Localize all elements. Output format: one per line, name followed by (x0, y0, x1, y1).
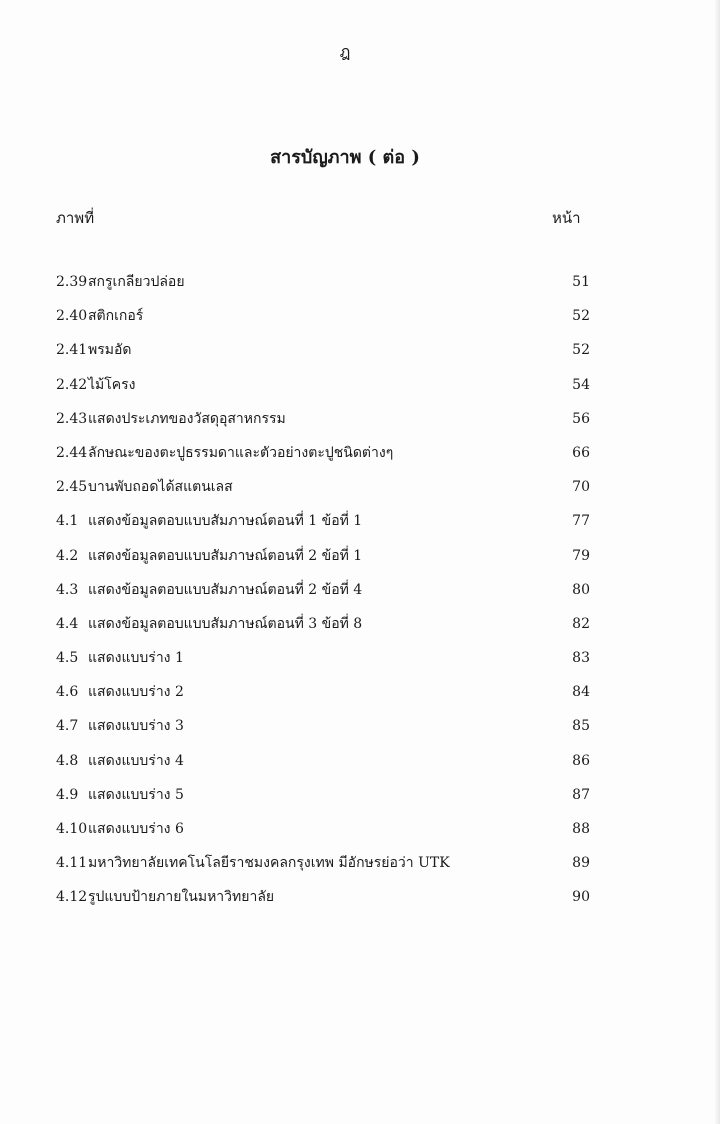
figure-page: 85 (572, 718, 590, 735)
figure-caption: แสดงประเภทของวัสดุอุสาหกรรม (88, 410, 286, 427)
figure-page: 52 (572, 342, 590, 359)
figure-page: 83 (572, 650, 590, 667)
column-header-page: หน้า (552, 209, 581, 227)
figure-page: 77 (572, 513, 590, 530)
figure-page: 51 (572, 274, 590, 290)
figure-caption: บานพับถอดได้สแตนเลส (88, 479, 233, 496)
figure-caption: แสดงแบบร่าง 4 (88, 752, 184, 769)
figure-caption: มหาวิทยาลัยเทคโนโลยีราชมงคลกรุงเทพ มีอักษรย่อว่า UTK (88, 855, 450, 872)
figure-number: 4.1 (56, 513, 79, 530)
list-item (56, 441, 596, 475)
figure-number: 2.44 (56, 444, 88, 461)
figure-caption: แสดงแบบร่าง 2 (88, 684, 184, 701)
figure-list (56, 270, 596, 920)
figure-page: 56 (572, 410, 590, 427)
figure-caption: สกรูเกลียวปล่อย (88, 274, 185, 290)
figure-page: 80 (572, 581, 590, 598)
figure-number: 4.9 (56, 786, 79, 803)
figure-number: 4.7 (56, 718, 79, 735)
figure-caption: ลักษณะของตะปูธรรมดาและตัวอย่างตะปูชนิดต่างๆ (88, 444, 394, 461)
page-number: ฎ (339, 42, 351, 61)
list-item (56, 749, 596, 783)
figure-page: 88 (572, 821, 590, 837)
list-item (56, 304, 596, 338)
figure-caption: แสดงแบบร่าง 6 (88, 821, 184, 837)
list-item (56, 373, 596, 407)
figure-page: 84 (572, 684, 590, 701)
list-item (56, 783, 596, 817)
figure-number: 2.43 (56, 410, 88, 427)
figure-page: 90 (572, 889, 590, 906)
figure-page: 82 (572, 615, 590, 632)
figure-caption: แสดงแบบร่าง 3 (88, 718, 184, 735)
figure-number: 2.45 (56, 479, 88, 496)
list-item (56, 338, 596, 372)
column-header-figure: ภาพที่ (56, 209, 95, 227)
list-item (56, 885, 596, 919)
list-item (56, 646, 596, 680)
figure-number: 4.4 (56, 615, 79, 632)
figure-number: 4.8 (56, 752, 79, 769)
figure-number: 4.2 (56, 547, 79, 564)
figure-caption: แสดงแบบร่าง 5 (88, 786, 184, 803)
figure-caption: สติกเกอร์ (88, 308, 144, 325)
list-item (56, 407, 596, 441)
figure-page: 89 (572, 855, 590, 872)
page-title: สารบัญภาพ ( ต่อ ) (270, 147, 420, 168)
figure-page: 52 (572, 308, 590, 325)
list-item (56, 475, 596, 509)
figure-number: 2.41 (56, 342, 88, 359)
figure-page: 79 (572, 547, 590, 564)
list-item (56, 680, 596, 714)
figure-number: 2.39 (56, 274, 88, 290)
figure-number: 4.5 (56, 650, 79, 667)
figure-caption: ไม้โครง (88, 376, 136, 393)
list-item (56, 578, 596, 612)
figure-number: 2.40 (56, 308, 88, 325)
figure-number: 2.42 (56, 376, 88, 393)
figure-caption: รูปแบบป้ายภายในมหาวิทยาลัย (88, 889, 275, 906)
figure-caption: แสดงข้อมูลตอบแบบสัมภาษณ์ตอนที่ 2 ข้อที่ 1 (88, 547, 363, 564)
figure-number: 4.12 (56, 889, 88, 906)
scan-edge-shadow (714, 0, 720, 1124)
figure-caption: แสดงข้อมูลตอบแบบสัมภาษณ์ตอนที่ 1 ข้อที่ 1 (88, 513, 363, 530)
list-item (56, 714, 596, 748)
figure-caption: แสดงข้อมูลตอบแบบสัมภาษณ์ตอนที่ 3 ข้อที่ 8 (88, 615, 363, 632)
figure-caption: พรมอัด (88, 342, 132, 359)
figure-number: 4.11 (56, 855, 88, 872)
figure-number: 4.10 (56, 821, 88, 837)
list-item (56, 509, 596, 543)
list-item (56, 270, 596, 304)
figure-page: 66 (572, 444, 590, 461)
figure-page: 87 (572, 786, 590, 803)
list-item (56, 612, 596, 646)
figure-number: 4.3 (56, 581, 79, 598)
list-item (56, 544, 596, 578)
figure-page: 86 (572, 752, 590, 769)
figure-caption: แสดงแบบร่าง 1 (88, 650, 184, 667)
figure-page: 70 (572, 479, 590, 496)
figure-page: 54 (572, 376, 590, 393)
list-item (56, 817, 596, 851)
list-item (56, 851, 596, 885)
figure-number: 4.6 (56, 684, 79, 701)
figure-caption: แสดงข้อมูลตอบแบบสัมภาษณ์ตอนที่ 2 ข้อที่ 4 (88, 581, 363, 598)
